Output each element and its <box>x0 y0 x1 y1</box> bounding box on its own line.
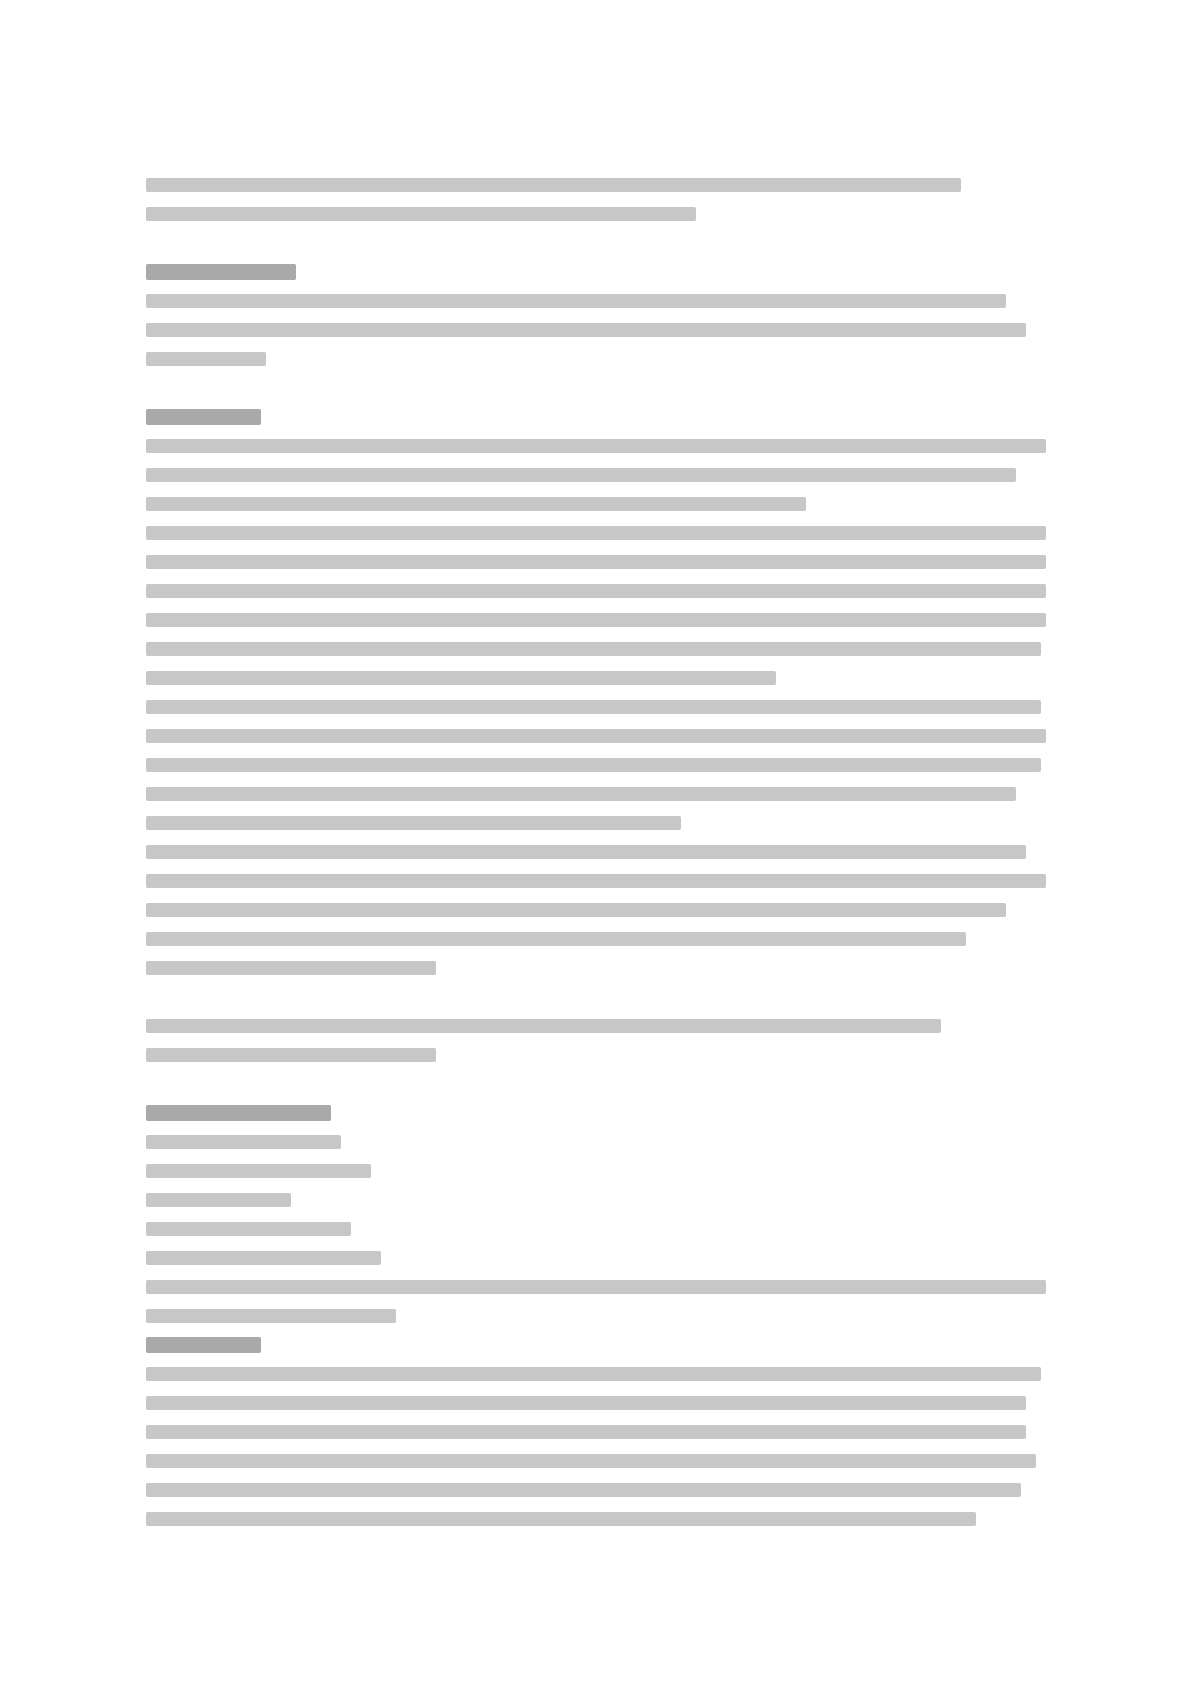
text-line <box>146 895 1046 924</box>
text-line <box>146 1388 1046 1417</box>
question-3 <box>146 170 1046 228</box>
text-line <box>146 547 1046 576</box>
text-line <box>146 924 1046 953</box>
text-line <box>146 460 1046 489</box>
text-line <box>146 866 1046 895</box>
list-item <box>146 1243 1046 1272</box>
key-concepts-section <box>146 1098 1046 1330</box>
text-line <box>146 692 1046 721</box>
document-body <box>146 170 1046 1533</box>
answer-section <box>146 1330 1046 1533</box>
text-line <box>146 489 1046 518</box>
text-line <box>146 808 1046 837</box>
list-item <box>146 1156 1046 1185</box>
text-line <box>146 1040 1046 1069</box>
text-line <box>146 1504 1046 1533</box>
text-line <box>146 286 1046 315</box>
text-line <box>146 315 1046 344</box>
text-line <box>146 605 1046 634</box>
section-heading <box>146 257 1046 286</box>
text-line <box>146 779 1046 808</box>
text-line <box>146 344 1046 373</box>
text-line <box>146 1417 1046 1446</box>
text-line <box>146 750 1046 779</box>
text-line <box>146 431 1046 460</box>
text-line <box>146 1359 1046 1388</box>
text-line <box>146 663 1046 692</box>
question-4 <box>146 1011 1046 1069</box>
text-line <box>146 170 1046 199</box>
list-item <box>146 1185 1046 1214</box>
list-item <box>146 1127 1046 1156</box>
section-heading <box>146 1098 1046 1127</box>
text-line <box>146 1272 1046 1301</box>
section-heading <box>146 402 1046 431</box>
text-line <box>146 576 1046 605</box>
text-line <box>146 518 1046 547</box>
text-line <box>146 1301 1046 1330</box>
text-line <box>146 1475 1046 1504</box>
text-line <box>146 199 1046 228</box>
text-line <box>146 634 1046 663</box>
answer-section <box>146 402 1046 982</box>
text-line <box>146 837 1046 866</box>
list-item <box>146 1214 1046 1243</box>
text-line <box>146 721 1046 750</box>
text-line <box>146 1011 1046 1040</box>
text-line <box>146 953 1046 982</box>
key-concepts-section <box>146 257 1046 373</box>
section-heading <box>146 1330 1046 1359</box>
text-line <box>146 1446 1046 1475</box>
